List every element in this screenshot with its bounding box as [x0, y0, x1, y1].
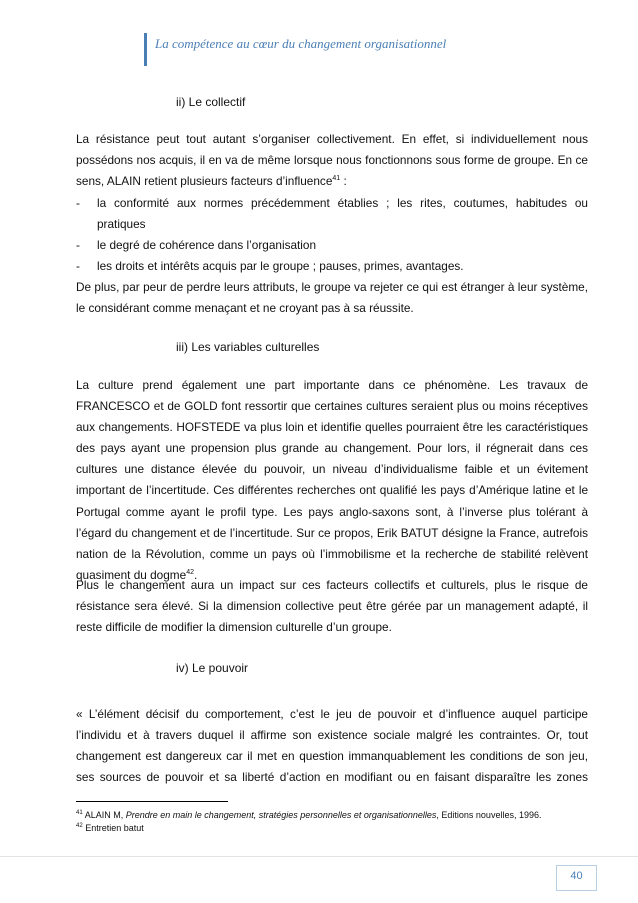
- footnote-42: $^{42}$ Entretien batut: [76, 823, 144, 833]
- influence-factors-list: [76, 193, 588, 277]
- footnote-ref-42[interactable]: 42: [186, 568, 194, 576]
- list-item: - le degré de cohérence dans l’organisation: [76, 235, 588, 256]
- section-heading-pouvoir: iv) Le pouvoir: [176, 661, 249, 675]
- footnote-separator: [76, 801, 228, 802]
- footer-divider: [0, 856, 638, 857]
- paragraph-collectif-conclusion: De plus, par peur de perdre leurs attributs, le groupe va rejeter ce qui est étranger à leur système, le considérant comme menaçant et ne croyant pas à sa réussite.: [76, 280, 588, 316]
- running-header: La compétence au cœur du changement organisationnel: [155, 36, 447, 51]
- footnotes: [76, 809, 596, 835]
- section-heading-collectif: ii) Le collectif: [176, 95, 246, 109]
- list-item: - les droits et intérêts acquis par le groupe ; pauses, primes, avantages.: [76, 256, 588, 277]
- paragraph-collectif-intro: La résistance peut tout autant s’organiser collectivement. En effet, si individuellement nous possédons nos acquis, il en va de même lorsque nous fonctionnons sous forme de groupe. En ce sens, ALAIN retient plusieurs facteurs d’influence$^{41}$ :: [76, 132, 588, 189]
- paragraph-culturelles-conclusion: Plus le changement aura un impact sur ces facteurs collectifs et culturels, plus le risque de résistance sera élevé. Si la dimension collective peut être gérée par un management adapté, il reste difficile de modifier la dimension culturelle d’un groupe.: [76, 578, 588, 635]
- header-accent-bar: [144, 33, 147, 66]
- page-number: 40: [570, 870, 583, 882]
- list-item: - la conformité aux normes précédemment établies ; les rites, coutumes, habitudes ou pratiques: [76, 193, 588, 235]
- footnote-ref-41[interactable]: 41: [332, 175, 341, 183]
- section-heading-culturelles: iii) Les variables culturelles: [176, 340, 320, 354]
- footnote-41: $^{41}$ ALAIN M, Prendre en main le changement, stratégies personnelles et organisationnelles, Editions nouvelles, 1996.: [76, 810, 542, 820]
- paragraph-pouvoir-quote: « L’élément décisif du comportement, c’est le jeu de pouvoir et d’influence auquel participe l’individu et à travers duquel il affirme son existence sociale malgré les contraintes. Or, tout changement est dangereux car il met en question immanquablement les conditions de son jeu, ses sources de pouvoir et sa liberté d’action en modifiant ou en faisant disparaître les zones: [76, 707, 588, 785]
- paragraph-culturelles-main: La culture prend également une part importante dans ce phénomène. Les travaux de FRANCESCO et de GOLD font ressortir que certaines cultures seraient plus ou moins réceptives aux changements. HOFSTEDE va plus loin et identifie quelles pourraient être les caractéristiques des pays ayant une propension plus grande au changement. Pour lors, il régnerait dans ces cultures une distance élevée du pouvoir, un niveau d’individualisme faible et un évitement important de l’incertitude. Ces différentes recherches ont qualifié les pays d’Amérique latine et le Portugal comme ayant le profil type. Les pays anglo-saxons sont, à l’inverse plus tolérant à l’égard du changement et de l’incertitude. Sur ce propos, Erik BATUT désigne la France, autrefois nation de la Révolution, comme un pays où l’immobilisme et la recherche de stabilité relèvent quasiment du dogme$^{42}$.: [76, 378, 588, 582]
